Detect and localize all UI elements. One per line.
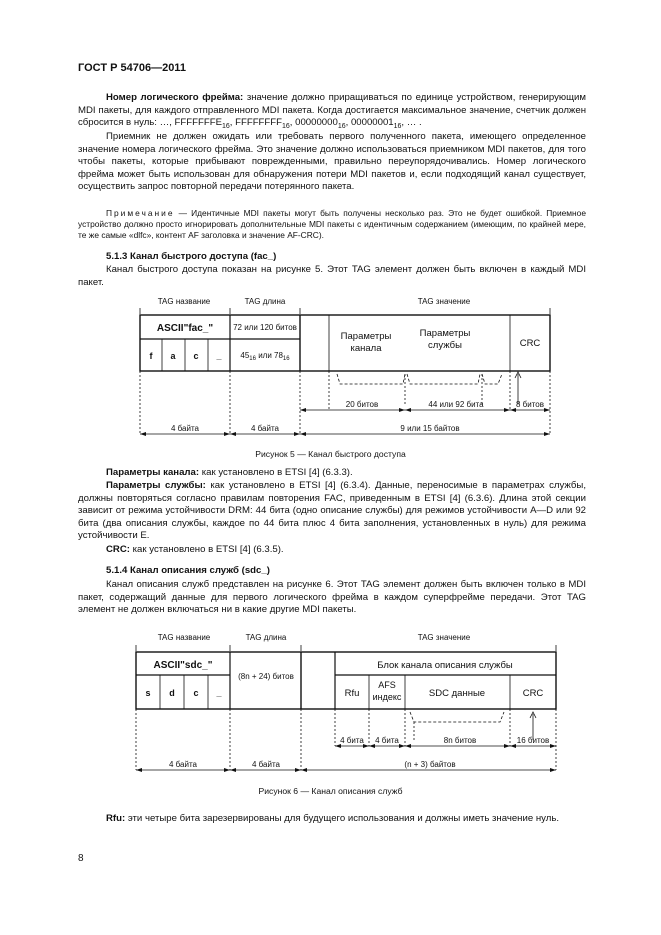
fig6-width-16: 16 битов (516, 736, 550, 745)
fig5-bytes-len: 4 байта (250, 424, 280, 433)
fig6-ascii: ASCII"sdc_" (153, 660, 213, 671)
section-fac-text: Канал быстрого доступа показан на рисунке 5. Этот TAG элемент должен быть включен в каждый MDI пакет. (78, 264, 586, 288)
figure-5-diagram (0, 292, 661, 442)
fig5-crc: CRC (519, 338, 541, 349)
fig6-block: Блок канала описания службы (377, 660, 513, 671)
fig6-tag-val-label: TAG значение (417, 633, 471, 642)
fig6-afs-1: AFS (378, 680, 396, 690)
fig5-len-bottom: $45_{16}$ или $78_{16}$ (240, 351, 290, 362)
fac-desc-channel: Параметры канала: как установлено в ETSI [4] (6.3.3). (106, 467, 353, 478)
fig5-tag-len-label: TAG длина (244, 297, 286, 306)
fig5-width-8: 8 битов (516, 400, 544, 409)
fig6-width-4b: 4 бита (375, 736, 399, 745)
fig6-letter-d: d (169, 688, 175, 698)
figure-5-caption: Рисунок 5 — Канал быстрого доступа (255, 449, 406, 459)
figure-6-caption: Рисунок 6 — Канал описания служб (258, 786, 403, 796)
fig5-letter-f: f (149, 351, 153, 361)
rfu-description: Rfu: эти четыре бита зарезервированы для будущего использования и должны иметь значение нуль. (106, 813, 559, 824)
fig6-bytes-len: 4 байта (251, 760, 281, 769)
fig5-bytes-name: 4 байта (170, 424, 200, 433)
section-heading-sdc: 5.1.4 Канал описания служб (sdc_) (106, 565, 270, 576)
fig6-afs-2: индекс (372, 692, 402, 702)
frame-number-paragraph: Номер логического фрейма: значение должно приращиваться по единице устройством, генерирующим MDI пакеты, для каждого отправленного MDI пакета. Когда достигается максимальное значение, счетчик должен сбросится в нуль: …, $FFFFFFFE_{16}$, $FFFFFFFF_{16}$, $00000000_{16}$, $00000001_{16}$, … . (78, 92, 586, 131)
fig5-width-20: 20 битов (345, 400, 379, 409)
frame-number-paragraph-2: Приемник не должен ожидать или требовать первого полученного пакета, имеющего определенное значение номера логического фрейма. Это значение должно использоваться приемником MDI пакетов, для того чтобы пакеты, которые прибывают поврежденными, правильно переупорядочивались. Номер логического фрейма может быть использован для обнаружения потери MDI пакетов и, если подходящий канал существует, осуществить запрос повторной передачи потерянного пакета. (78, 131, 586, 193)
fig6-tag-name-label: TAG название (157, 633, 211, 642)
fig6-letter-c: c (193, 688, 199, 698)
fig6-bytes-val: (n + 3) байтов (404, 760, 456, 769)
note: Примечание — Идентичные MDI пакеты могут быть получены несколько раз. Это не будет ошибкой. Приемное устройство должно просто игнорировать дополнительные MDI пакеты с идентичным содержанием (имеющим, по крайней мере, те же самые «dlfc», контент AF заголовка и значение AF-CRC). (78, 208, 586, 240)
fac-desc-crc: CRC: как установлено в ETSI [4] (6.3.5). (106, 544, 284, 555)
fig5-letter-c: c (193, 351, 199, 361)
page-number: 8 (78, 853, 84, 864)
fig5-ascii: ASCII"fac_" (156, 323, 214, 334)
fig5-letter-underscore: _ (216, 351, 222, 361)
fig5-param-service-1: Параметры (419, 328, 471, 339)
fac-desc-service: Параметры службы: как установлено в ETSI [4] (6.3.4). Данные, переносимые в параметрах службы, должны повторяться согласно правилам повторения FAC, приведенным в ETSI [4] (6.3.6). Длина этой секции зависит от режима устойчивости DRM: 44 бита (одно описание службы) для режимов устойчивости A—D или 92 бита (два описания службы, каждое по 44 бита плюс 4 бита заполнения, установленных в нуль) для режима устойчивости E. (78, 480, 586, 542)
fig6-width-8n: 8n битов (443, 736, 477, 745)
fig6-sdc-data: SDC данные (428, 688, 486, 699)
page-header: ГОСТ Р 54706—2011 (78, 62, 186, 74)
section-sdc-text: Канал описания служб представлен на рисунке 6. Этот TAG элемент должен быть включен только в MDI пакет, содержащий данные для первого логического фрейма в каждом суперфрейме передачи. Этот TAG элемент не должен включаться ни в какие другие MDI пакеты. (78, 579, 586, 616)
fig5-param-service-2: службы (428, 340, 462, 351)
fig6-crc: CRC (522, 688, 544, 699)
fig5-param-channel-1: Параметры (340, 331, 392, 342)
fig5-letter-a: a (170, 351, 176, 361)
figure-6-diagram (0, 628, 661, 778)
fig6-letter-s: s (145, 688, 151, 698)
fig5-len-top: 72 или 120 битов (233, 323, 297, 332)
fig6-bytes-name: 4 байта (168, 760, 198, 769)
section-heading-fac: 5.1.3 Канал быстрого доступа (fac_) (106, 251, 277, 262)
fig5-width-44: 44 или 92 бита (428, 400, 484, 409)
fig6-rfu: Rfu (344, 688, 360, 699)
fig5-tag-name-label: TAG название (157, 297, 211, 306)
fig6-len: (8n + 24) битов (238, 672, 294, 681)
fig5-param-channel-2: канала (350, 343, 382, 354)
fig6-letter-underscore: _ (216, 688, 222, 698)
fig6-tag-len-label: TAG длина (245, 633, 287, 642)
fig5-bytes-val: 9 или 15 байтов (400, 424, 460, 433)
term-frame-number: Номер логического фрейма: (106, 92, 244, 103)
fig5-tag-val-label: TAG значение (417, 297, 471, 306)
fig6-width-4a: 4 бита (340, 736, 364, 745)
